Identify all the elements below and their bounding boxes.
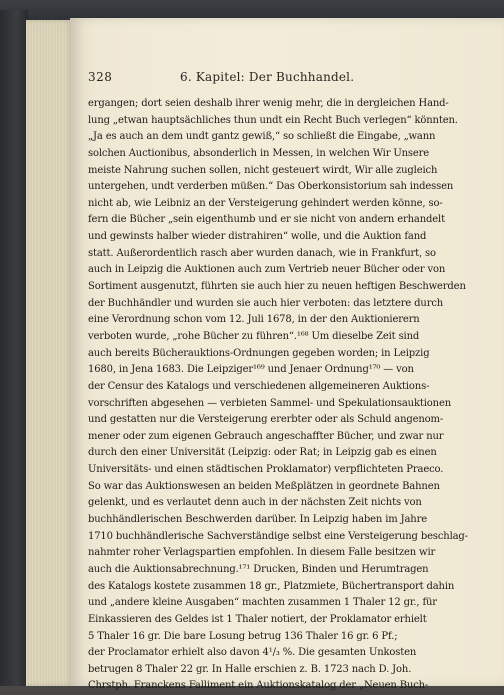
text-line: „Ja es auch an dem undt gantz gewiß,“ so schließt die Eingabe, „wann (88, 131, 436, 143)
text-line: nahmter roher Verlagspartien empfohlen. In diesem Falle besitzen wir (88, 547, 436, 559)
text-line: vorschriften abgesehen — verbieten Sammel- und Spekulationsauktionen (88, 397, 452, 409)
text-line: eine Verordnung schon vom 12. Juli 1678, in der den Auktionierern (88, 314, 420, 326)
page-edges (26, 20, 74, 686)
text-line: solchen Auctionibus, absonderlich in Messen, in welchen Wir Unsere (88, 147, 430, 159)
text-line: lung „etwan hauptsächliches thun undt ein Recht Buch verlegen“ könnten. (88, 114, 458, 126)
running-head: 6. Kapitel: Der Buchhandel. (180, 70, 355, 84)
text-line: nicht ab, wie Leibniz an der Versteigerung gehindert werden könne, so- (88, 197, 443, 209)
text-line: buchhändlerischen Beschwerden darüber. In Leipzig haben im Jahre (88, 514, 427, 526)
text-line: gelenkt, und es verlautet denn auch in der nächsten Zeit nichts von (88, 497, 422, 509)
text-line: 5 Thaler 16 gr. Die bare Losung betrug 136 Thaler 16 gr. 6 Pf.; (88, 630, 398, 642)
text-line: des Katalogs kostete zusammen 18 gr., Platzmiete, Büchertransport dahin (88, 580, 455, 592)
text-line: mener oder zum eigenen Gebrauch angeschaffter Bücher, und zwar nur (88, 430, 444, 442)
text-line: auch bereits Bücherauktions-Ordnungen gegeben worden; in Leipzig (88, 347, 430, 359)
text-line: durch den einer Universität (Leipzig: oder Rat; in Leipzig gab es einen (88, 447, 437, 459)
text-line: und gestatten nur die Versteigerung ererbter oder als Schuld angenom- (88, 414, 444, 426)
text-line: untergehen, undt verderben müßen.“ Das Oberkonsistorium sah indessen (88, 181, 454, 193)
text-line: ergangen; dort seien deshalb ihrer wenig mehr, die in dergleichen Hand- (88, 98, 449, 109)
text-line: auch die Auktionsabrechnung.¹⁷¹ Drucken, Binden und Herumtragen (88, 563, 429, 575)
text-line: Chrstph. Franckens Falliment ein Auktionskatalog der „Neuen Buch- (88, 680, 429, 692)
text-line: 1710 buchhändlerische Sachverständige selbst eine Versteigerung beschlag- (88, 530, 468, 542)
text-line: betrugen 8 Thaler 22 gr. In Halle erschien z. B. 1723 nach D. Joh. (88, 663, 412, 675)
text-line: und „andere kleine Ausgaben“ machten zusammen 1 Thaler 12 gr., für (88, 597, 437, 609)
text-line: Einkassieren des Geldes ist 1 Thaler notiert, der Proklamator erhielt (88, 613, 427, 625)
text-line: So war das Auktionswesen an beiden Meßplätzen in geordnete Bahnen (88, 480, 440, 492)
page-number: 328 (88, 70, 113, 84)
text-line: und gewinsts halber wieder distrahiren“ wolle, und die Auktion fand (88, 231, 427, 243)
text-line: Universitäts- und einen städtischen Proklamator) verpflichteten Praeco. (88, 464, 444, 476)
text-line: verboten wurde, „rohe Bücher zu führen“.¹⁶⁸ Um dieselbe Zeit sind (88, 330, 420, 342)
text-line: der Censur des Katalogs und verschiedenen allgemeineren Auktions- (88, 380, 430, 392)
text-line: fern die Bücher „sein eigenthumb und er sie nicht von andern erhandelt (88, 214, 445, 226)
text-line: statt. Außerordentlich rasch aber wurden danach, wie in Frankfurt, so (88, 247, 436, 259)
text-line: der Proclamator erhielt also davon 4¹/₃ %. Die gesamten Unkosten (88, 647, 417, 659)
text-line: auch in Leipzig die Auktionen auch zum Vertrieb neuer Bücher oder von (88, 264, 446, 276)
page-header (88, 70, 390, 88)
text-line: 1680, in Jena 1683. Die Leipziger¹⁶⁹ und Jenaer Ordnung¹⁷⁰ — von (88, 364, 414, 376)
text-line: meiste Nahrung suchen sollen, nicht gesteuert wirdt, Wir alle zugleich (88, 164, 438, 176)
text-line: der Buchhändler und wurden sie auch hier verboten: das letztere durch (88, 297, 444, 309)
text-line: Sortiment ausgenutzt, führten sie auch hier zu neuen heftigen Beschwerden (88, 281, 466, 293)
book-cover-spine (0, 10, 28, 686)
body-text (88, 96, 468, 695)
